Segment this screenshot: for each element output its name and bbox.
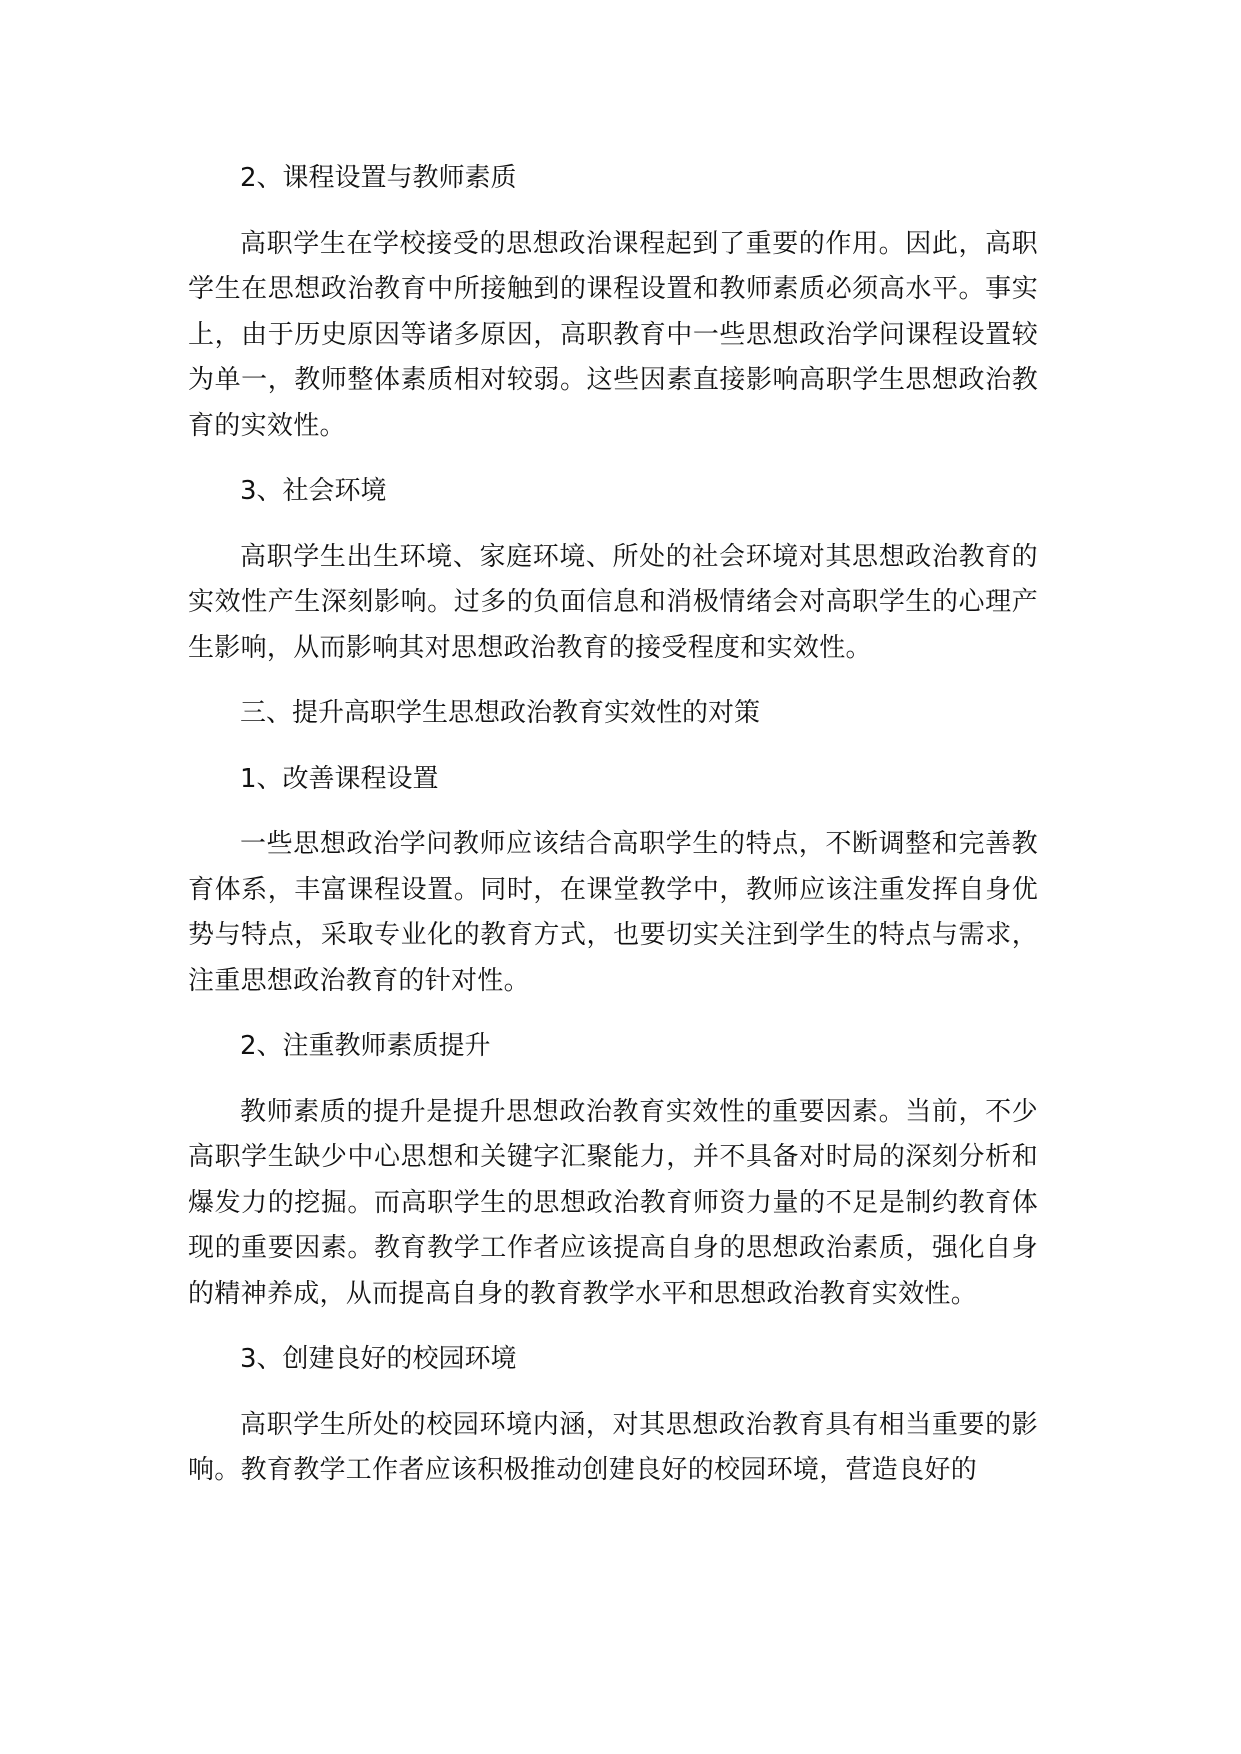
paragraph-teacher-quality: 教师素质的提升是提升思想政治教育实效性的重要因素。当前，不少高职学生缺少中心思想和关键字汇聚能力，并不具备对时局的深刻分析和爆发力的挖掘。而高职学生的思想政治教育师资力量的不足是制约教育体现的重要因素。教育教学工作者应该提高自身的思想政治素质，强化自身的精神养成，从而提高自身的教育教学水平和思想政治教育实效性。 — [188, 1096, 1038, 1309]
document-body — [188, 156, 1038, 1494]
paragraph-campus-environment: 高职学生所处的校园环境内涵，对其思想政治教育具有相当重要的影响。教育教学工作者应该积极推动创建良好的校园环境，营造良好的 — [188, 1409, 1038, 1485]
section-heading-teacher-quality: 2、注重教师素质提升 — [240, 1031, 491, 1061]
section-heading-campus-environment: 3、创建良好的校园环境 — [240, 1344, 517, 1374]
paragraph-course-and-teacher: 高职学生在学校接受的思想政治课程起到了重要的作用。因此，高职学生在思想政治教育中所接触到的课程设置和教师素质必须高水平。事实上，由于历史原因等诸多原因，高职教育中一些思想政治学问课程设置较为单一，教师整体素质相对较弱。这些因素直接影响高职学生思想政治教育的实效性。 — [188, 228, 1038, 441]
paragraph-improve-courses: 一些思想政治学问教师应该结合高职学生的特点，不断调整和完善教育体系，丰富课程设置。同时，在课堂教学中，教师应该注重发挥自身优势与特点，采取专业化的教育方式，也要切实关注到学生的特点与需求，注重思想政治教育的针对性。 — [188, 829, 1038, 996]
paragraph-social-environment: 高职学生出生环境、家庭环境、所处的社会环境对其思想政治教育的实效性产生深刻影响。过多的负面信息和消极情绪会对高职学生的心理产生影响，从而影响其对思想政治教育的接受程度和实效性。 — [188, 541, 1038, 663]
chapter-heading-countermeasures: 三、提升高职学生思想政治教育实效性的对策 — [240, 698, 761, 728]
section-heading-course-and-teacher: 2、课程设置与教师素质 — [240, 163, 517, 193]
section-heading-social-environment: 3、社会环境 — [240, 476, 387, 506]
section-heading-improve-courses: 1、改善课程设置 — [240, 763, 439, 794]
